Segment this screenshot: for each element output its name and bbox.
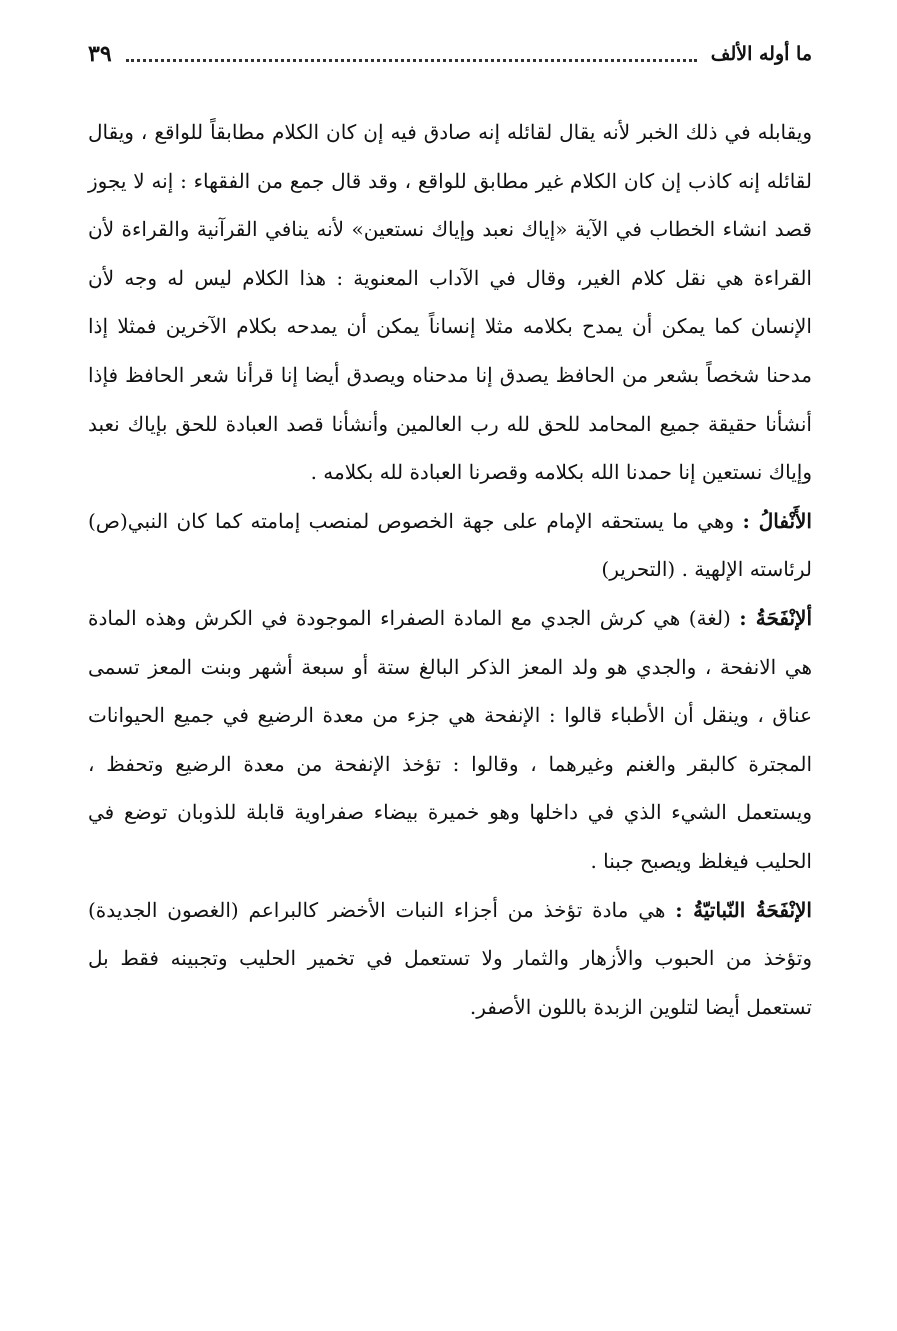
entry-term: الإنْفَحَةُ النّباتيّةُ : [675,897,812,922]
body-text [88,108,812,1031]
page-number: ٣٩ [88,41,112,67]
entry-term: ألإنْفَحَةُ : [739,605,813,630]
running-title: ما أوله الألف [710,43,812,65]
dotted-leader [126,59,697,62]
entry-definition: وهي ما يستحقه الإمام على جهة الخصوص لمنصب إمامته كما كان النبي(ص) لرئاسته الإلهية . (التحرير) [88,508,812,582]
page-header [88,34,812,74]
entry-definition: هي مادة تؤخذ من أجزاء النبات الأخضر كالبراعم (الغصون الجديدة) وتؤخذ من الحبوب والأزهار والثمار ولا تستعمل في تخمير الحليب وتجبينه فقط بل تستعمل أيضا لتلوين الزبدة باللون الأصفر. [88,897,812,1019]
entry-infaha-nabatiya [88,886,812,1032]
entry-term: الأَنْفالُ : [742,508,812,533]
entry-anfal [88,497,812,594]
paragraph-continuation: ويقابله في ذلك الخبر لأنه يقال لقائله إنه صادق فيه إن كان الكلام مطابقاً للواقع ، ويقال لقائله إنه كاذب إن كان الكلام غير مطابق للواقع ، وقد قال جمع من الفقهاء : إنه لا يجوز قصد انشاء الخطاب في الآية «إياك نعبد وإياك نستعين» لأنه ينافي القرآنية والقراءة لأن القراءة هي نقل كلام الغير، وقال في الآداب المعنوية : هذا الكلام ليس له وجه لأن الإنسان كما يمكن أن يمدح بكلامه مثلا إنساناً يمكن أن يمدحه بكلام الآخرين فمثلا إذا مدحنا شخصاً بشعر من الحافظ يصدق إنا مدحناه ويصدق أيضا إنا قرأنا شعر الحافظ فإذا أنشأنا حقيقة جميع المحامد للحق لله رب العالمين وأنشأنا قصد العبادة للحق بإياك نعبد وإياك نستعين إنا حمدنا الله بكلامه وقصرنا العبادة لله بكلامه . [88,120,812,485]
entry-infaha [88,594,812,886]
entry-definition: (لغة) هي كرش الجدي مع المادة الصفراء الموجودة في الكرش وهذه المادة هي الانفحة ، والجدي هو ولد المعز الذكر البالغ ستة أو سبعة أشهر وبنت المعز تسمى عناق ، وينقل أن الأطباء قالوا : الإنفحة هي جزء من معدة الرضيع في جميع الحيوانات المجترة كالبقر والغنم وغيرهما ، وقالوا : تؤخذ الإنفحة من معدة الرضيع وتحفظ ، ويستعمل الشيء الذي في داخلها وهو خميرة بيضاء صفراوية قابلة للذوبان توضع في الحليب فيغلظ ويصبح جبنا . [88,605,812,873]
